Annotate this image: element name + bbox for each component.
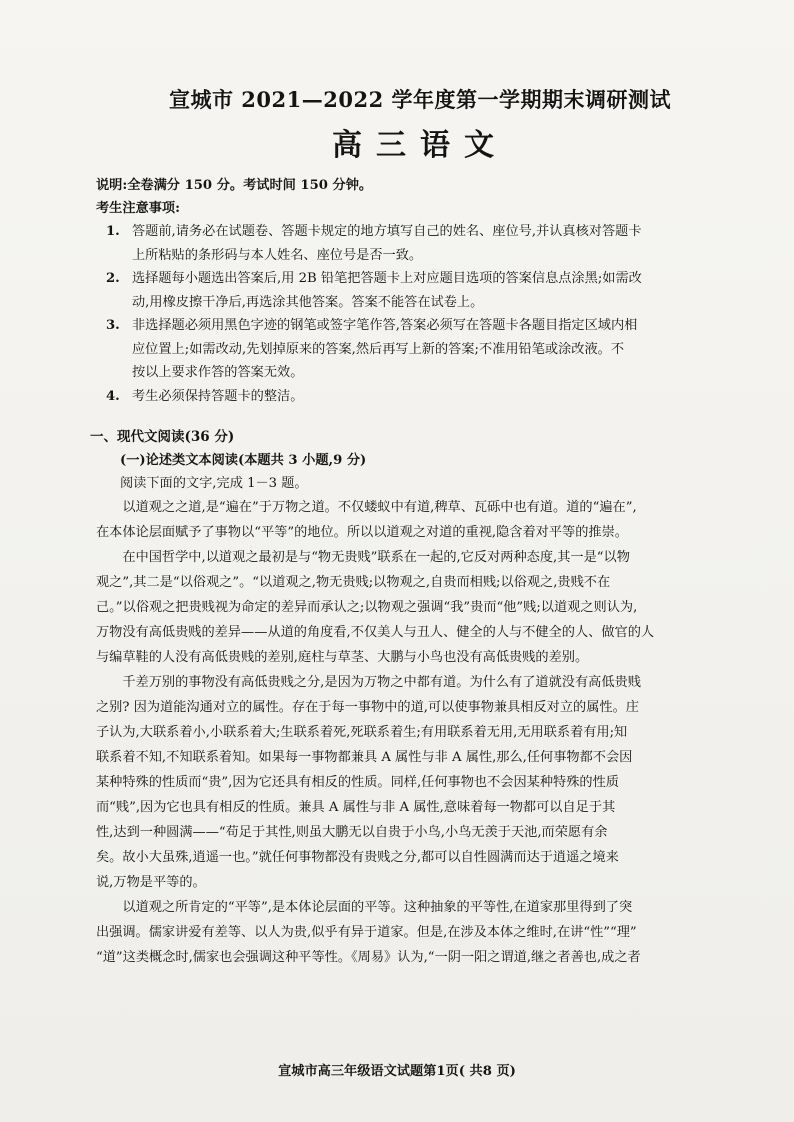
notice-list [96, 220, 744, 408]
notice-item [96, 267, 744, 314]
passage-paragraph [96, 495, 744, 545]
notice-line: 应位置上;如需改动,先划掉原来的答案,然后再写上新的答案;不准用铅笔或涂改液。不 [132, 341, 625, 357]
notice-line: 答题前,请务必在试题卷、答题卡规定的地方填写自己的姓名、座位号,并认真核对答题卡 [132, 224, 642, 239]
passage-line: 以道观之所肯定的“平等”,是本体论层面的平等。这种抽象的平等性,在道家那里得到了突 [96, 900, 633, 915]
passage [96, 495, 744, 970]
page-content [90, 80, 744, 970]
notice-line: 考生必须保持答题卡的整洁。 [132, 388, 304, 404]
notice-number: 1. [106, 224, 120, 239]
passage-paragraph [96, 545, 744, 670]
notice-text [132, 220, 744, 267]
notice-number: 2. [106, 271, 120, 286]
subject-title: 高三语文 [332, 128, 508, 163]
passage-line: “道”这类概念时,儒家也会强调这种平等性。《周易》认为,“一阴一阳之谓道,继之者善也,成之者 [96, 950, 641, 965]
passage-line: 子认为,大联系着小,小联系着大;生联系着死,死联系着生;有用联系着无用,无用联系着有用;知 [96, 725, 628, 740]
passage-line: 以道观之之道,是“遍在”于万物之道。不仅蝼蚁中有道,稗草、瓦砾中也有道。道的“遍在”, [96, 500, 637, 515]
notice-line: 上所粘贴的条形码与本人姓名、座位号是否一致。 [132, 247, 423, 263]
passage-paragraph [96, 670, 744, 895]
passage-line: 联系着不知,不知联系着知。如果每一事物都兼具 A 属性与非 A 属性,那么,任何事物都不会因 [96, 750, 633, 765]
passage-line: 观之”,其二是“以俗观之”。“以道观之,物无贵贱;以物观之,自贵而相贱;以俗观之,贵贱不在 [96, 575, 611, 590]
passage-line: 在中国哲学中,以道观之最初是与“物无贵贱”联系在一起的,它反对两种态度,其一是“以物 [96, 550, 630, 565]
notice-line: 按以上要求作答的答案无效。 [132, 365, 304, 380]
notice-text [132, 267, 744, 314]
section-heading: 一、现代文阅读(36 分) [90, 429, 235, 445]
notice-item [96, 220, 744, 267]
passage-line: 千差万别的事物没有高低贵贱之分,是因为万物之中都有道。为什么有了道就没有高低贵贱 [96, 675, 641, 690]
passage-line: 万物没有高低贵贱的差异——从道的角度看,不仅美人与丑人、健全的人与不健全的人、做官的人 [96, 625, 655, 640]
exam-note: 说明:全卷满分 150 分。考试时间 150 分钟。 [96, 178, 373, 193]
reading-instruction: 阅读下面的文字,完成 1－3 题。 [120, 476, 308, 491]
notice-number: 4. [106, 388, 120, 404]
page-footer: 宣城市高三年级语文试题第1页( 共8 页) [278, 1064, 516, 1079]
notice-item [96, 314, 744, 385]
subsection-heading: (一)论述类文本阅读(本题共 3 小题,9 分) [120, 453, 367, 468]
passage-paragraph [96, 895, 744, 970]
passage-line: 而“贱”,因为它也具有相反的性质。兼具 A 属性与非 A 属性,意味着每一物都可以自足于其 [96, 800, 616, 815]
notice-line: 选择题每小题选出答案后,用 2B 铅笔把答题卡上对应题目选项的答案信息点涂黑;如需改 [132, 271, 642, 286]
passage-line: 矣。故小大虽殊,逍遥一也。”就任何事物都没有贵贱之分,都可以自性圆满而达于逍遥之境来 [96, 850, 619, 865]
passage-line: 出强调。儒家讲爱有差等、以人为贵,似乎有异于道家。但是,在涉及本体之维时,在讲“性”“理” [96, 925, 637, 940]
notice-title: 考生注意事项: [96, 201, 180, 216]
notice-text [132, 385, 744, 409]
notice-number: 3. [106, 318, 120, 333]
notice-item [96, 385, 744, 409]
notice-line: 动,用橡皮擦干净后,再选涂其他答案。答案不能答在试卷上。 [132, 294, 484, 310]
passage-line: 说,万物是平等的。 [96, 875, 206, 890]
passage-line: 己。”以俗观之把贵贱视为命定的差异而承认之;以物观之强调“我”贵而“他”贱;以道观之则认为, [96, 600, 638, 615]
passage-line: 与编草鞋的人没有高低贵贱的差别,庭柱与草茎、大鹏与小鸟也没有高低贵贱的差别。 [96, 650, 589, 665]
passage-line: 性,达到一种圆满——“苟足于其性,则虽大鹏无以自贵于小鸟,小鸟无羡于天池,而荣愿有余 [96, 825, 608, 840]
passage-line: 之别? 因为道能沟通对立的属性。存在于每一事物中的道,可以使事物兼具相反对立的属性。庄 [96, 700, 639, 715]
exam-title: 宣城市 2021—2022 学年度第一学期期末调研测试 [168, 87, 671, 112]
notice-line: 非选择题必须用黑色字迹的钢笔或签字笔作答,答案必须写在答题卡各题目指定区域内相 [132, 318, 638, 333]
passage-line: 某种特殊的性质而“贵”,因为它还具有相反的性质。同样,任何事物也不会因某种特殊的性质 [96, 775, 619, 790]
passage-line: 在本体论层面赋予了事物以“平等”的地位。所以以道观之对道的重视,隐含着对平等的推崇。 [96, 525, 628, 540]
notice-text [132, 314, 744, 385]
